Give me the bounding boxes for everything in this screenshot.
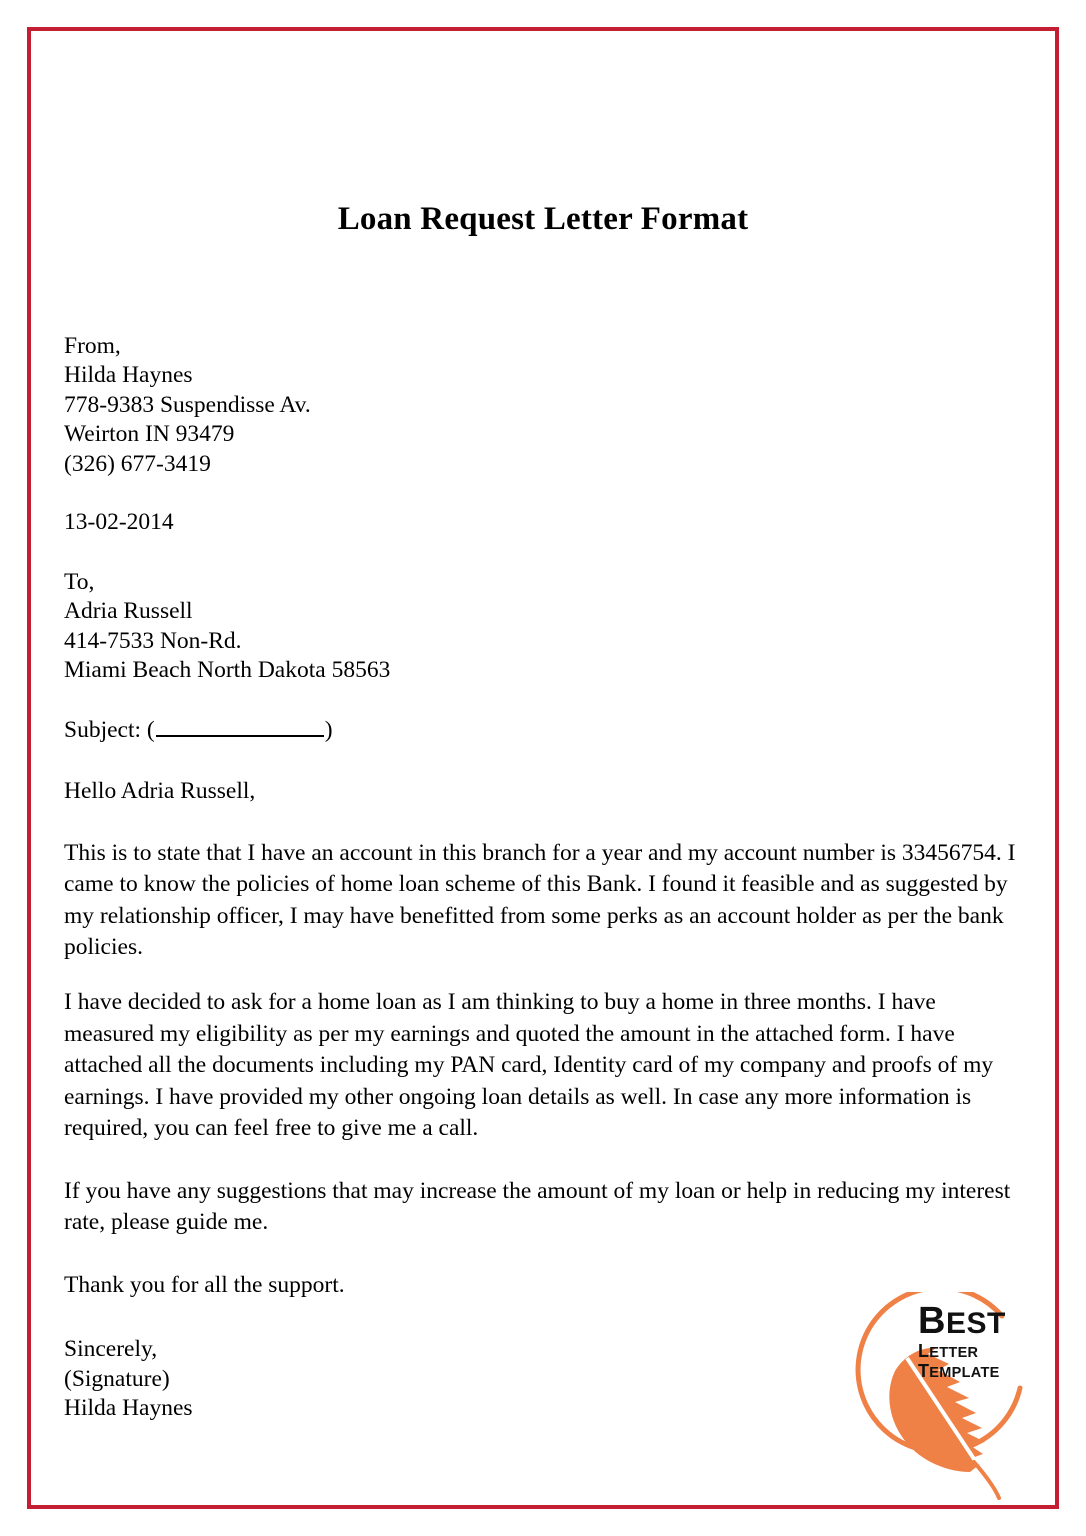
tagline-l: L: [918, 1341, 930, 1361]
sender-street: 778-9383 Suspendisse Av.: [64, 391, 311, 418]
sender-phone: (326) 677-3419: [64, 450, 211, 477]
subject-close-paren: ): [324, 716, 333, 743]
body-paragraph-4-thanks: Thank you for all the support.: [64, 1271, 345, 1298]
letter-date: 13-02-2014: [64, 509, 174, 536]
closing-sender-name: Hilda Haynes: [64, 1395, 193, 1422]
signature-placeholder: (Signature): [64, 1365, 170, 1392]
recipient-name: Adria Russell: [64, 598, 193, 625]
brand-tagline: [918, 1342, 1048, 1382]
body-paragraph-2: I have decided to ask for a home loan as I am thinking to buy a home in three months. I have measured my eligibility as per my earnings and quoted the amount in the attached form. I have attached all the documents including my PAN card, Identity card of my company and proofs of my earnings. I have provided my other ongoing loan details as well. In case any more information is required, you can feel free to give me a call.: [64, 989, 994, 1142]
tagline-emplate: EMPLATE: [929, 1365, 1000, 1381]
sender-from-label: From,: [64, 332, 121, 359]
salutation: Hello Adria Russell,: [64, 778, 256, 805]
tagline-t: T: [918, 1361, 930, 1381]
sender-address-block: [64, 332, 1022, 480]
body-paragraph-1: This is to state that I have an account in this branch for a year and my account number is 33456754. I came to know the policies of home loan scheme of this Bank. I found it feasible and as suggested by my relationship officer, I may have benefitted from some perks as an account holder as per the bank policies.: [64, 839, 1016, 961]
page-title: Loan Request Letter Format: [337, 201, 749, 237]
brand-name-initial: B: [918, 1300, 946, 1342]
recipient-address-block: [64, 568, 1022, 686]
recipient-city-state-zip: Miami Beach North Dakota 58563: [64, 657, 391, 684]
body-paragraph-3: If you have any suggestions that may increase the amount of my loan or help in reducing my interest rate, please guide me.: [64, 1177, 1011, 1236]
brand-logo: [852, 1292, 1048, 1502]
recipient-street: 414-7533 Non-Rd.: [64, 627, 242, 654]
subject-input-blank[interactable]: [156, 718, 324, 737]
subject-label: Subject:: [64, 716, 142, 743]
brand-name-rest: EST: [945, 1307, 1006, 1340]
tagline-etter: ETTER: [929, 1345, 979, 1361]
sender-name: Hilda Haynes: [64, 362, 193, 389]
sender-city-state-zip: Weirton IN 93479: [64, 421, 235, 448]
subject-open-paren: (: [146, 716, 155, 743]
subject-line: [64, 716, 1022, 746]
brand-name: [918, 1300, 1048, 1342]
recipient-to-label: To,: [64, 568, 95, 595]
closing-sign-off: Sincerely,: [64, 1336, 158, 1363]
brand-logo-text: [918, 1300, 1048, 1382]
